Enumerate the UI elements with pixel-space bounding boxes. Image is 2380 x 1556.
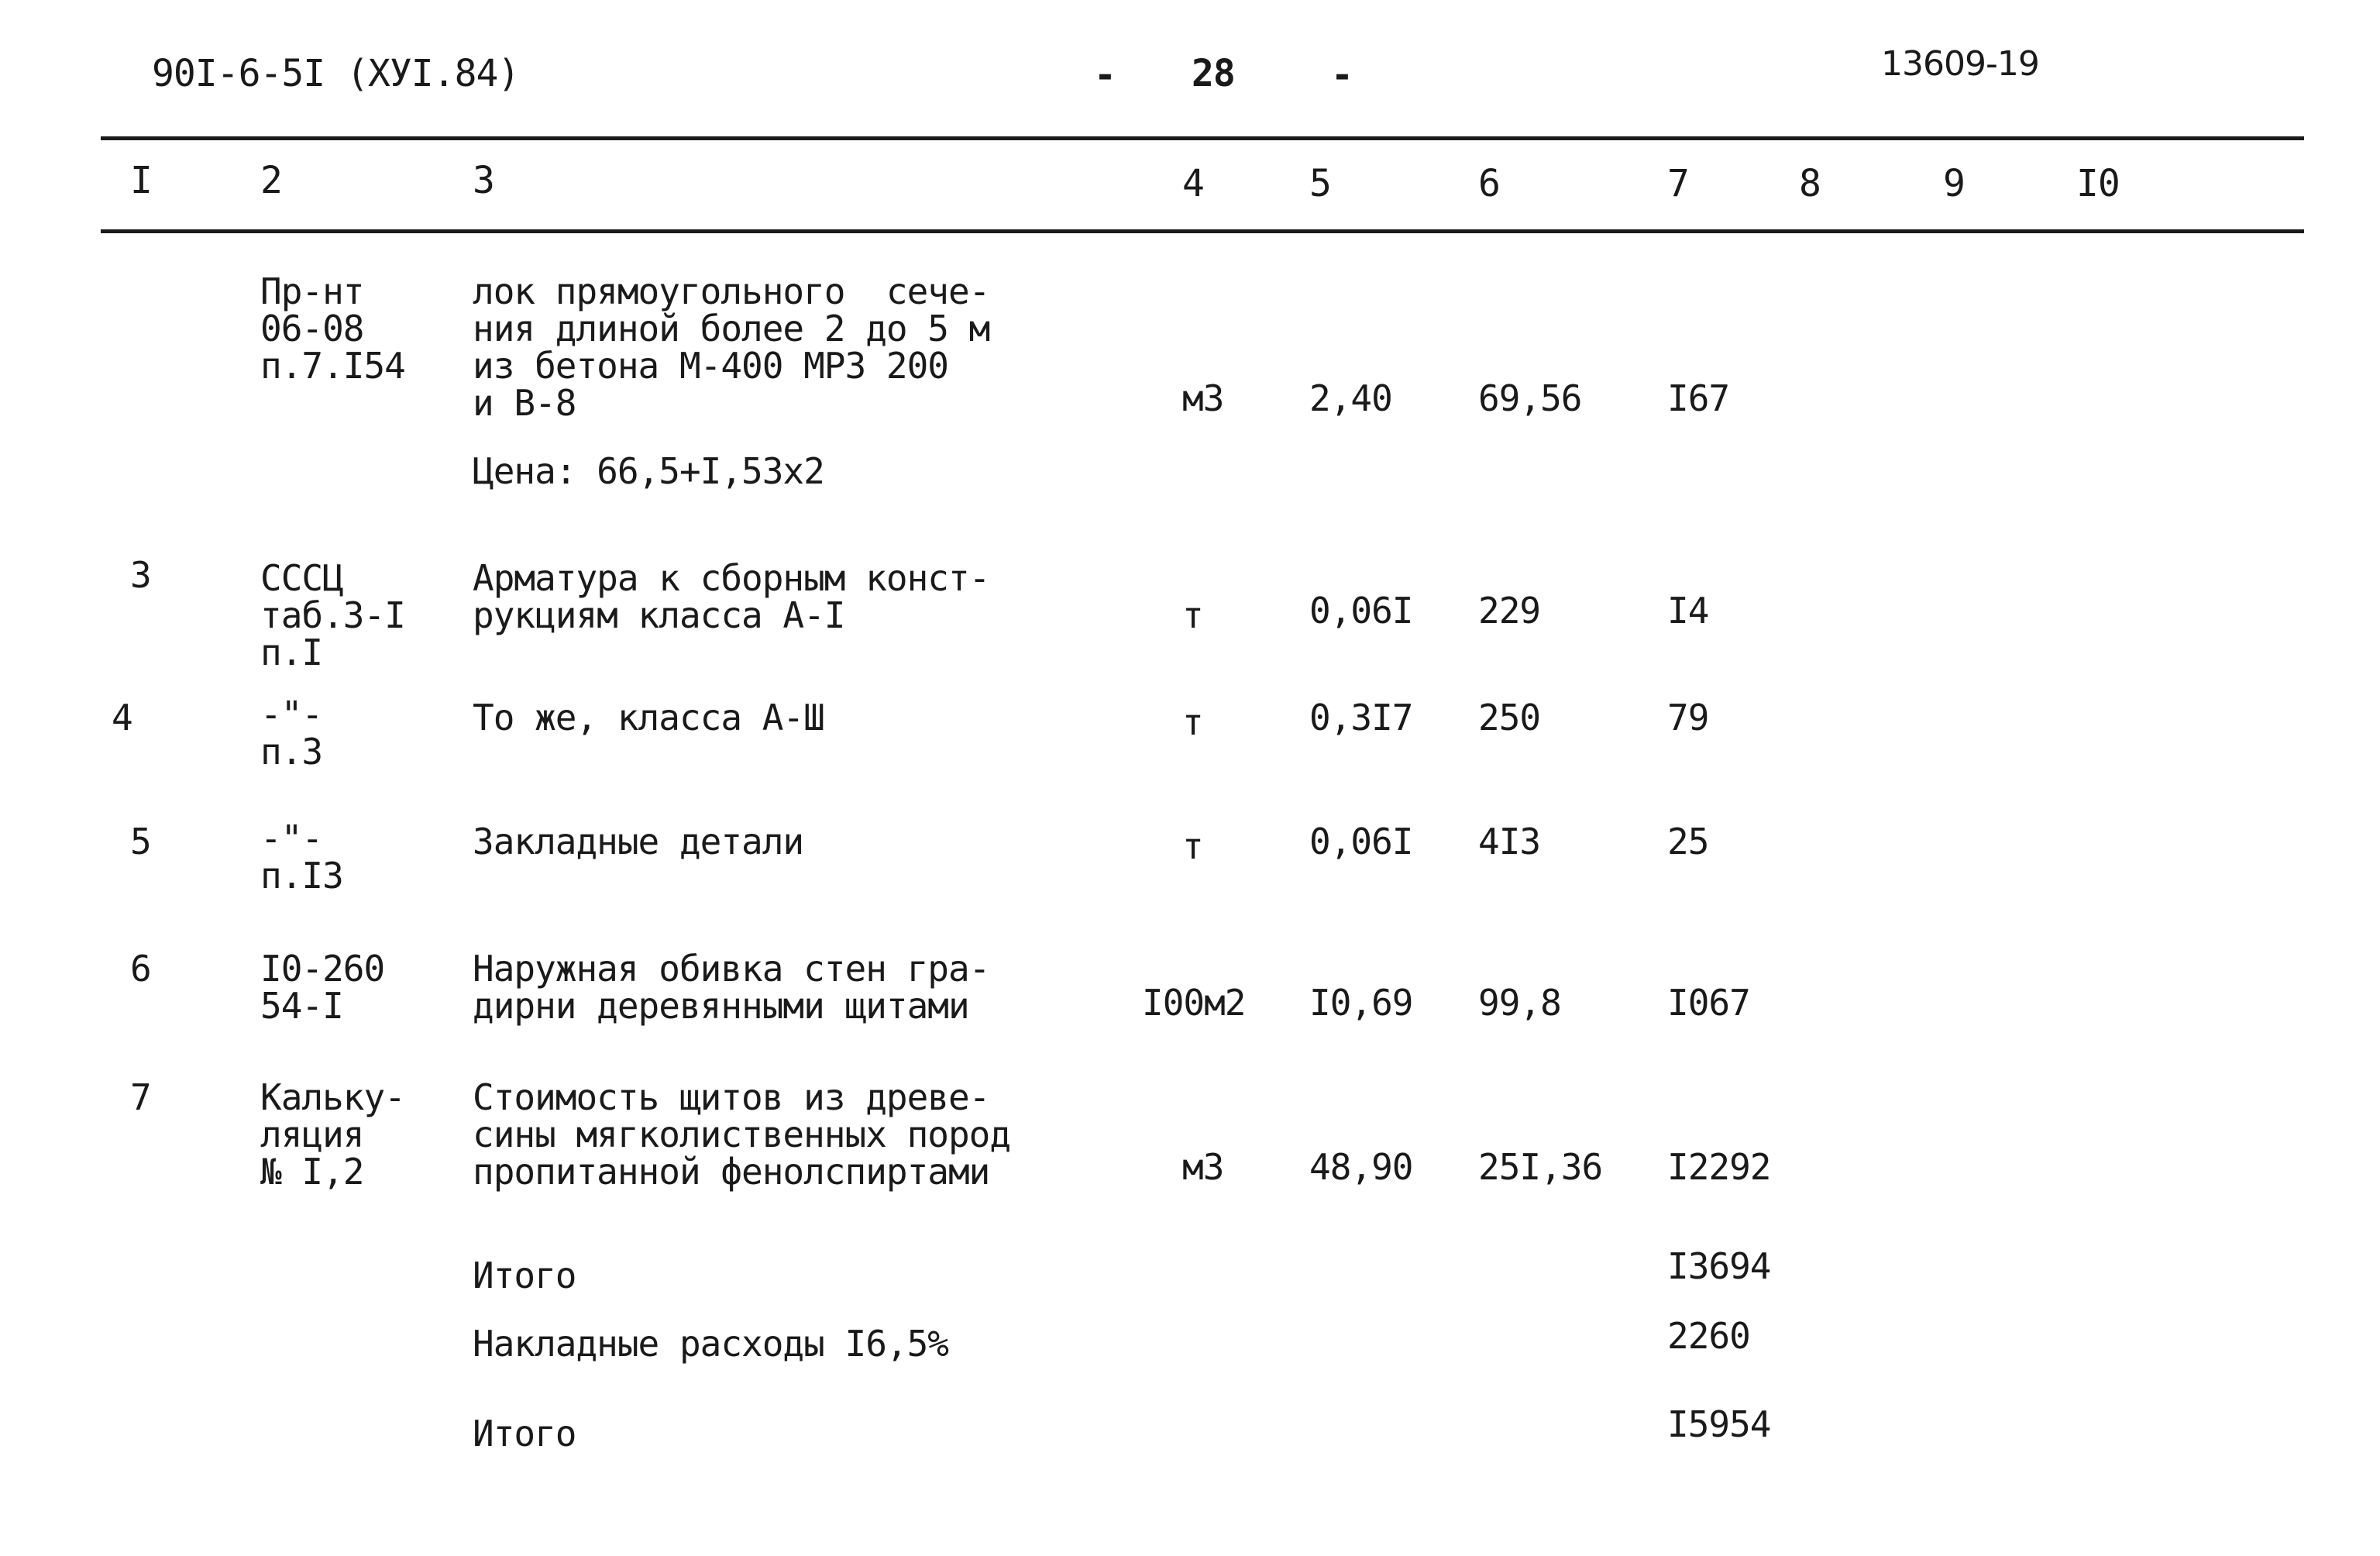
- top-rule: [101, 136, 2304, 140]
- doc-id: 13609-19: [1881, 44, 2039, 84]
- col-header-2: 2: [260, 159, 282, 202]
- summary-overhead-value: 2260: [1667, 1315, 1750, 1357]
- row-4-num: 4: [112, 697, 132, 738]
- row-7-num: 7: [130, 1076, 151, 1118]
- row-5-ref: -"- п.I3: [260, 818, 343, 897]
- header-rule: [101, 229, 2304, 233]
- row-3-unit: т: [1182, 594, 1203, 636]
- row-6-qty: I0,69: [1309, 982, 1413, 1024]
- summary-total-value: I5954: [1667, 1403, 1771, 1445]
- row-5-total: 25: [1667, 821, 1709, 862]
- row-3-total: I4: [1667, 590, 1709, 632]
- col-header-10: I0: [2076, 162, 2120, 205]
- row-5-desc: Закладные детали: [473, 821, 804, 862]
- row-1-qty: 2,40: [1309, 377, 1392, 419]
- page-number: 28: [1192, 52, 1235, 95]
- row-6-num: 6: [130, 948, 151, 990]
- col-header-4: 4: [1182, 162, 1204, 205]
- page-dash-left: -: [1094, 53, 1116, 97]
- row-4-qty: 0,3I7: [1309, 697, 1413, 738]
- summary-subtotal-value: I3694: [1667, 1245, 1771, 1287]
- row-1-note: Цена: 66,5+I,53x2: [473, 450, 824, 492]
- row-7-total: I2292: [1667, 1146, 1771, 1188]
- summary-total-label: Итого: [473, 1413, 576, 1454]
- row-6-total: I067: [1667, 982, 1750, 1024]
- row-1-ref: Пр-нт 06-08 п.7.I54: [260, 270, 405, 387]
- col-header-9: 9: [1943, 162, 1965, 205]
- row-5-num: 5: [130, 821, 151, 862]
- col-header-3: 3: [473, 159, 494, 202]
- row-5-price: 4I3: [1478, 821, 1541, 862]
- summary-overhead-label: Накладные расходы I6,5%: [473, 1323, 948, 1365]
- row-4-ref: -"- п.3: [260, 694, 323, 773]
- col-header-1: I: [130, 159, 152, 202]
- col-header-7: 7: [1667, 162, 1689, 205]
- row-3-ref: СССЦ таб.3-I п.I: [260, 557, 405, 673]
- row-7-ref: Кальку- ляция № I,2: [260, 1076, 405, 1193]
- col-header-5: 5: [1309, 162, 1331, 205]
- row-3-num: 3: [130, 554, 151, 596]
- row-1-total: I67: [1667, 377, 1730, 419]
- row-1-price: 69,56: [1478, 377, 1582, 419]
- row-6-price: 99,8: [1478, 982, 1561, 1024]
- col-header-6: 6: [1478, 162, 1500, 205]
- row-6-ref: I0-260 54-I: [260, 948, 385, 1027]
- row-3-desc: Арматура к сборным конст- рукциям класса А-I: [473, 557, 990, 636]
- row-3-price: 229: [1478, 590, 1541, 632]
- row-4-unit: т: [1182, 701, 1203, 743]
- row-1-desc: лок прямоугольного сече- ния длиной более 2 до 5 м из бетона М-400 МРЗ 200 и В-8: [473, 270, 990, 424]
- row-7-qty: 48,90: [1309, 1146, 1413, 1188]
- row-7-desc: Стоимость щитов из древе- сины мягколиственных пород пропитанной фенолспиртами: [473, 1076, 1011, 1193]
- row-5-unit: т: [1182, 825, 1203, 867]
- summary-subtotal-label: Итого: [473, 1255, 576, 1296]
- row-3-qty: 0,06I: [1309, 590, 1413, 632]
- row-6-desc: Наружная обивка стен гра- дирни деревянными щитами: [473, 948, 990, 1027]
- doc-code: 90I-6-5I (XУI.84): [152, 52, 520, 95]
- col-header-8: 8: [1799, 162, 1821, 205]
- row-4-desc: То же, класса А-Ш: [473, 697, 824, 738]
- row-7-price: 25I,36: [1478, 1146, 1603, 1188]
- row-1-unit: м3: [1182, 377, 1224, 419]
- row-5-qty: 0,06I: [1309, 821, 1413, 862]
- row-4-total: 79: [1667, 697, 1709, 738]
- row-4-price: 250: [1478, 697, 1541, 738]
- page-dash-right: -: [1331, 53, 1353, 97]
- row-7-unit: м3: [1182, 1146, 1224, 1188]
- row-6-unit: I00м2: [1142, 982, 1246, 1024]
